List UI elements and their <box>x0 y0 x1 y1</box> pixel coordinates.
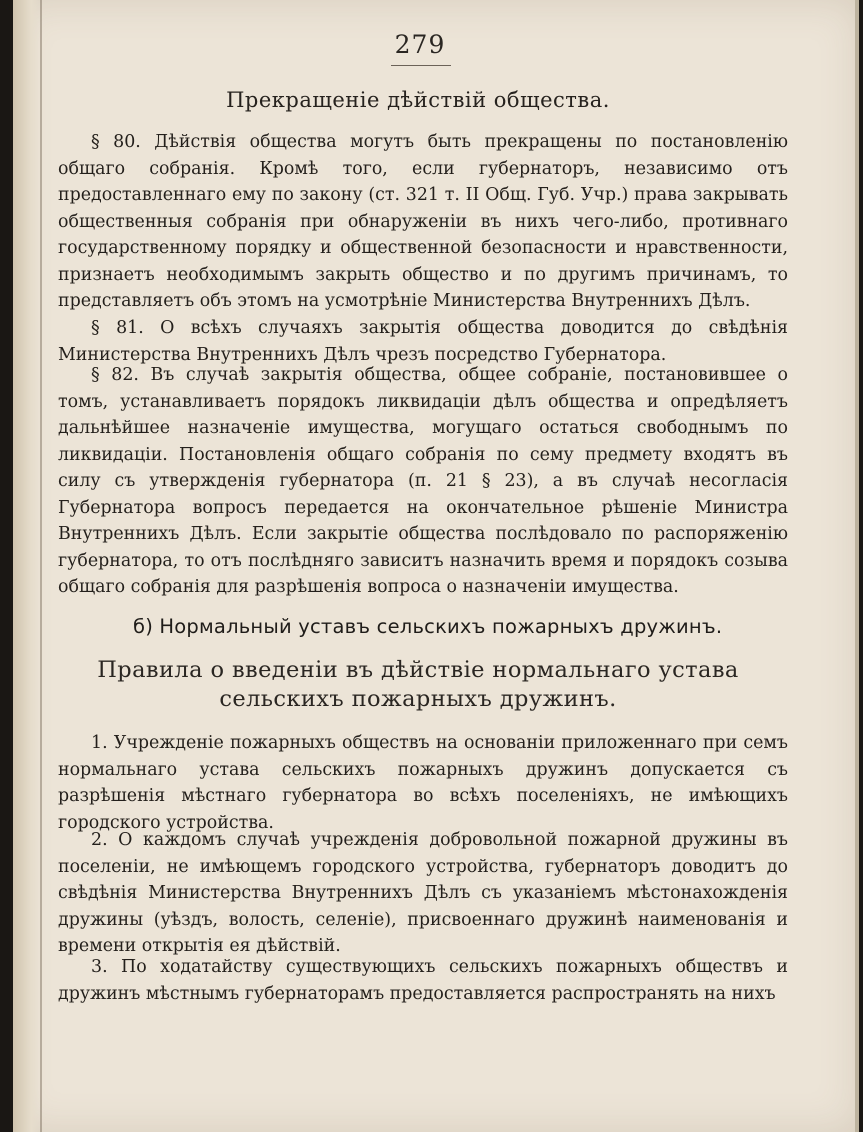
rules-title-line-1: Правила о введеніи въ дѣйствіе нормальнаго устава <box>97 657 739 683</box>
rule-item-3: 3. По ходатайству существующихъ сельскихъ пожарныхъ обществъ и дружинъ мѣстнымъ губернаторамъ предоставляется распространять на нихъ <box>58 957 788 1004</box>
page-number: 279 <box>394 30 446 59</box>
gutter-line <box>40 0 42 1132</box>
paragraph-section-81: § 81. О всѣхъ случаяхъ закрытія общества доводится до свѣдѣнія Министерства Внутреннихъ Дѣлъ чрезъ посредство Губернатора. <box>58 318 788 365</box>
section-title: Прекращеніе дѣйствій общества. <box>226 88 610 112</box>
rules-title-line-2: сельскихъ пожарныхъ дружинъ. <box>219 686 617 712</box>
page-number-underline <box>391 65 451 66</box>
paragraph-section-82: § 82. Въ случаѣ закрытія общества, общее собраніе, постановившее о томъ, устанавливаетъ порядокъ ликвидаціи дѣлъ общества и опредѣляетъ дальнѣйшее назначеніе имущества, могущаго остаться свободнымъ по ликвидаціи. Постановленія общаго собранія по сему предмету входятъ въ силу съ утвержденія губернатора (п. 21 § 23), а въ случаѣ несогласія Губернатора вопросъ передается на окончательное рѣшеніе Министра Внутреннихъ Дѣлъ. Если закрытіе общества послѣдовало по распоряженію губернатора, то отъ послѣдняго зависитъ назначить время и порядокъ созыва общаго собранія для разрѣшенія вопроса о назначеніи имущества. <box>58 365 788 597</box>
page-gutter <box>13 0 39 1132</box>
book-page <box>13 0 859 1132</box>
rules-title <box>48 656 788 714</box>
rule-item-1: 1. Учрежденіе пожарныхъ обществъ на основаніи приложеннаго при семъ нормальнаго устава сельскихъ пожарныхъ дружинъ допускается съ разрѣшенія мѣстнаго губернатора во всѣхъ поселеніяхъ, не имѣющихъ городского устройства. <box>58 733 788 833</box>
rule-item-2: 2. О каждомъ случаѣ учрежденія добровольной пожарной дружины въ поселеніи, не имѣющемъ городского устройства, губернаторъ доводитъ до свѣдѣнія Министерства Внутреннихъ Дѣлъ съ указаніемъ мѣстонахожденія дружины (уѣздъ, волость, селеніе), присвоеннаго дружинѣ наименованія и времени открытія ея дѣйствій. <box>58 830 788 956</box>
page-edge <box>855 0 859 1132</box>
paragraph-section-80: § 80. Дѣйствія общества могутъ быть прекращены по постановленію общаго собранія. Кромѣ того, если губернаторъ, независимо отъ предоставленнаго ему по закону (ст. 321 т. II Общ. Губ. Учр.) права закрывать общественныя собранія при обнаруженіи въ нихъ чего-либо, противнаго государственному порядку и общественной безопасности и нравственности, признаетъ необходимымъ закрыть общество и по другимъ причинамъ, то представляетъ объ этомъ на усмотрѣніе Министерства Внутреннихъ Дѣлъ. <box>58 132 788 311</box>
subsection-heading: б) Нормальный уставъ сельскихъ пожарныхъ дружинъ. <box>133 615 723 638</box>
